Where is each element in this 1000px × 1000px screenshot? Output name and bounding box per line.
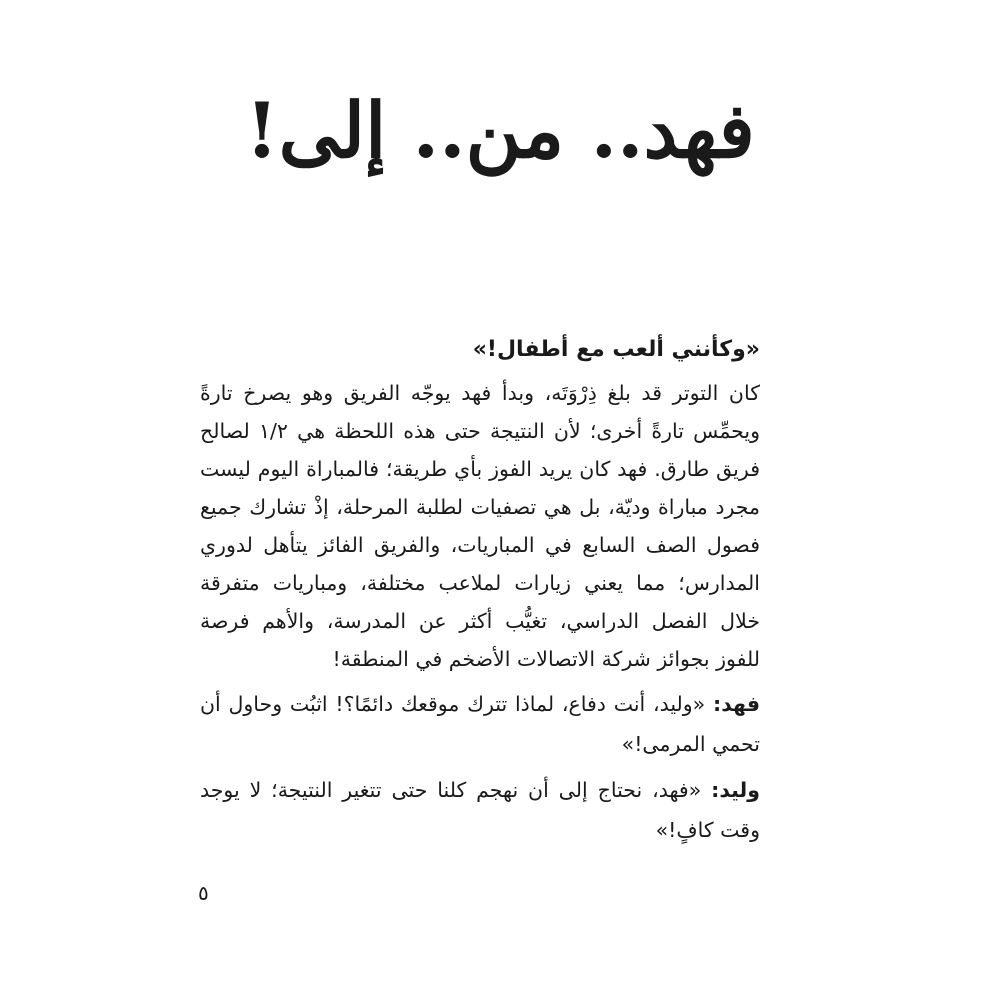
dialogue-text: «وليد، أنت دفاع، لماذا تترك موقعك دائمًا؟! اثبُت وحاول أن تحمي المرمى!» xyxy=(200,692,760,756)
speaker-name: فهد: xyxy=(713,692,760,716)
dialogue-line-fahad xyxy=(200,684,760,764)
page-number: ٥ xyxy=(198,881,209,905)
speaker-name: وليد: xyxy=(711,778,760,802)
dialogue-line-waleed xyxy=(200,770,760,850)
chapter-title: فهد.. من.. إلى! xyxy=(245,86,755,175)
section-heading: «وكأنني ألعب مع أطفال!» xyxy=(472,337,760,362)
dialogue-text: «فهد، نحتاج إلى أن نهجم كلنا حتى تتغير النتيجة؛ لا يوجد وقت كافٍ!» xyxy=(200,778,760,842)
body-paragraph: كان التوتر قد بلغ ذِرْوَتَه، وبدأ فهد يوجّه الفريق وهو يصرخ تارةً ويحمِّس تارةً أخرى؛ لأن النتيجة حتى هذه اللحظة هي ١/٢ لصالح فريق طارق. فهد كان يريد الفوز بأي طريقة؛ فالمباراة اليوم ليست مجرد مباراة وديّة، بل هي تصفيات لطلبة المرحلة، إذْ تشارك جميع فصول الصف السابع في المباريات، والفريق الفائز يتأهل لدوري المدارس؛ مما يعني زيارات لملاعب مختلفة، ومباريات متفرقة خلال الفصل الدراسي، تغيُّب أكثر عن المدرسة، والأهم فرصة للفوز بجوائز شركة الاتصالات الأضخم في المنطقة! xyxy=(200,381,761,671)
text-block xyxy=(200,330,760,856)
